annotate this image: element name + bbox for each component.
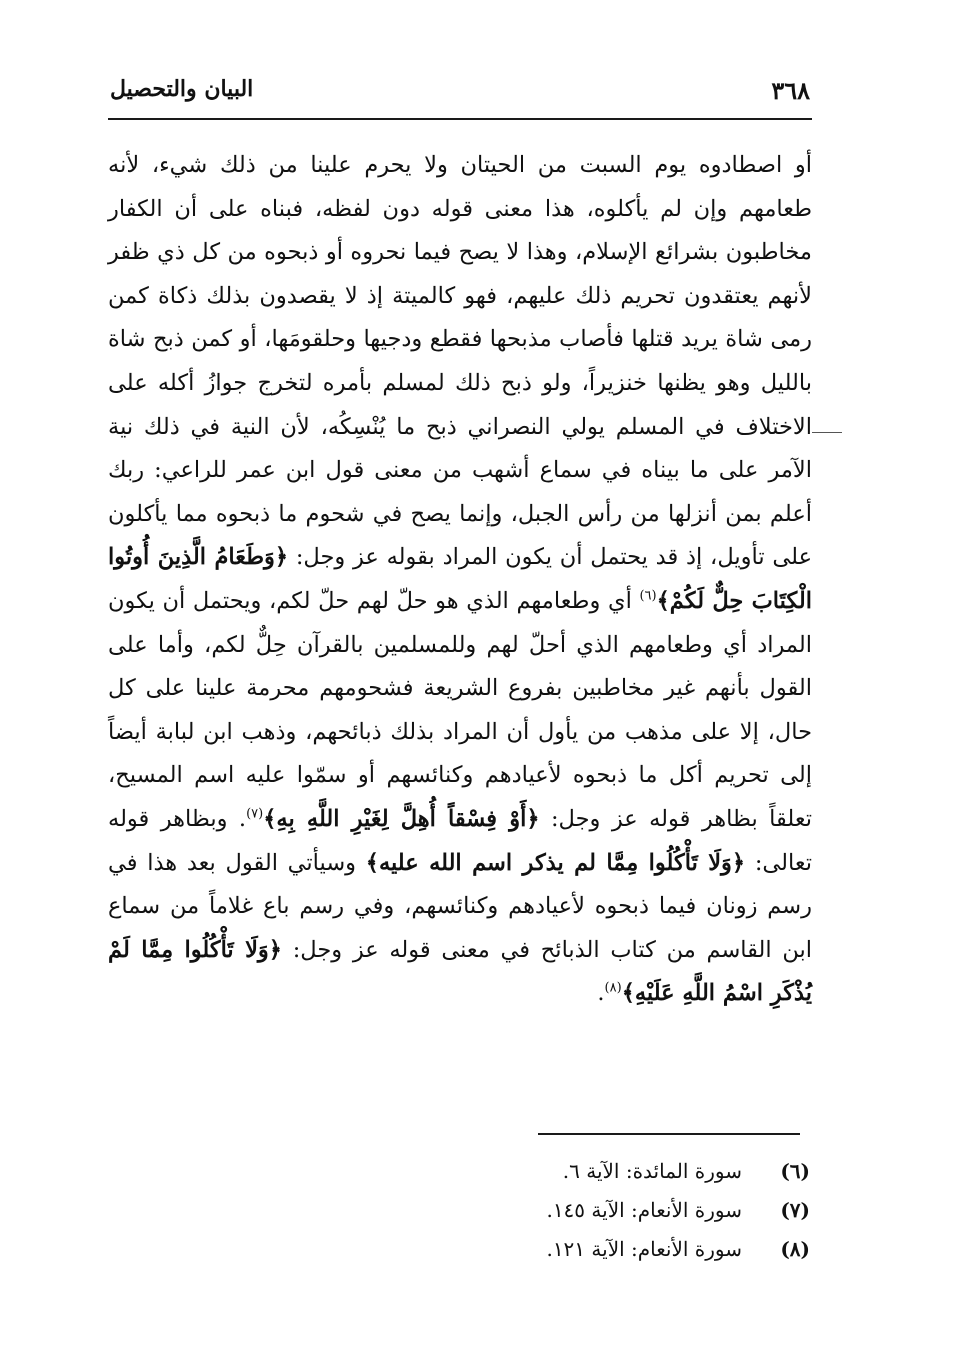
- footnotes: [300, 1152, 810, 1269]
- text-segment: . وبظاهر قوله تعالى:: [108, 805, 812, 876]
- quran-verse: ﴿وَطَعَامُ الَّذِينَ أُوتُوا الْكِتَابَ حِلٌّ لَكُمْ﴾: [108, 544, 812, 614]
- footnote-text: سورة الأنعام: الآية ١٤٥.: [546, 1198, 742, 1222]
- text-segment: أي وطعامهم الذي هو حلّ لهم حلّ لكم، ويحتمل أن يكون المراد أي وطعامهم الذي أحلّ لهم وللمسلمين بالقرآن حِلٌّ لكم، وأما على القول بأنهم غير مخاطبين بفروع الشريعة فشحومهم محرمة علينا على كل حال، إلا على مذهب من يأول أن المراد بذلك ذبائحهم، وذهب ابن لبابة أيضاً إلى تحريم أكل ما ذبحوه لأعيادهم وكنائسهم أو سمّوا عليه اسم المسيح، تعلقاً بظاهر قوله عز وجل:: [108, 587, 812, 832]
- footnote-text: سورة المائدة: الآية ٦.: [562, 1159, 742, 1183]
- quran-verse: ﴿أَوْ فِسْقاً أُهِلَّ لِغَيْرِ اللَّهِ بِهِ﴾: [263, 805, 540, 832]
- text-segment: وسيأتي القول بعد هذا في رسم زونان فيما ذبحوه لأعيادهم وكنائسهم، وفي رسم باع غلاماً من سماع ابن القاسم من كتاب الذبائح في معنى قوله عز وجل:: [108, 849, 812, 963]
- footnote-number: (٨): [780, 1237, 810, 1261]
- quran-verse: ﴿وَلَا تَأْكُلُوا مِمَّا لَمْ يُذْكَرِ اسْمُ اللَّهِ عَلَيْهِ﴾: [108, 936, 812, 1007]
- main-text: [108, 144, 812, 1016]
- page-number: ٣٦٨: [771, 76, 810, 105]
- text-segment: .: [597, 980, 605, 1007]
- footnote-rule: [538, 1133, 800, 1135]
- page-header: [110, 70, 810, 110]
- footnote-number: (٦): [780, 1159, 810, 1183]
- footnote-reference: (٧): [246, 806, 264, 822]
- footnote-item: [300, 1230, 810, 1269]
- text-segment: أو اصطادوه يوم السبت من الحيتان ولا يحرم علينا من ذلك شيء، لأنه طعامهم وإن لم يأكلوه، هذا معنى قوله دون لفظه، فبناه على أن الكفار مخاطبون بشرائع الإسلام، وهذا لا يصح فيما نحروه أو ذبحوه من كل ذي ظفر لأنهم يعتقدون تحريم ذلك عليهم، فهو كالميتة إذ لا يقصدون بذلك ذكاة كمن رمى شاة يريد قتلها فأصاب مذبحها فقطع ودجيها وحلقومَها، أو كمن ذبح شاة بالليل وهو يظنها خنزيراً، ولو ذبح ذلك لمسلم بأمره لتخرج جوازُ أكله على الاختلاف في المسلم يولي النصراني ذبح ما يُنْسِكُه، لأن النية في ذلك نية الآمر على ما بيناه في سماع أشهب من معنى قول ابن عمر للراعي: ربك أعلم بمن أنزلها من رأس الجبل، وإنما يصح في شحوم ما ذبحوه مما يأكلون على تأويل، إذ قد يحتمل أن يكون المراد بقوله عز وجل:: [108, 152, 812, 571]
- book-title: البيان والتحصيل: [110, 76, 254, 102]
- footnote-reference: (٦): [639, 588, 657, 604]
- quran-verse: ﴿وَلَا تَأْكُلُوا مِمَّا لم يذكر اسم الله عليه﴾: [365, 849, 746, 876]
- footnote-text: سورة الأنعام: الآية ١٢١.: [546, 1237, 742, 1261]
- header-rule: [108, 118, 812, 120]
- footnote-item: [300, 1152, 810, 1191]
- footnote-reference: (٨): [604, 980, 622, 996]
- main-paragraph: [108, 144, 812, 1016]
- margin-mark: [812, 432, 842, 433]
- footnote-number: (٧): [780, 1198, 810, 1222]
- footnote-item: [300, 1191, 810, 1230]
